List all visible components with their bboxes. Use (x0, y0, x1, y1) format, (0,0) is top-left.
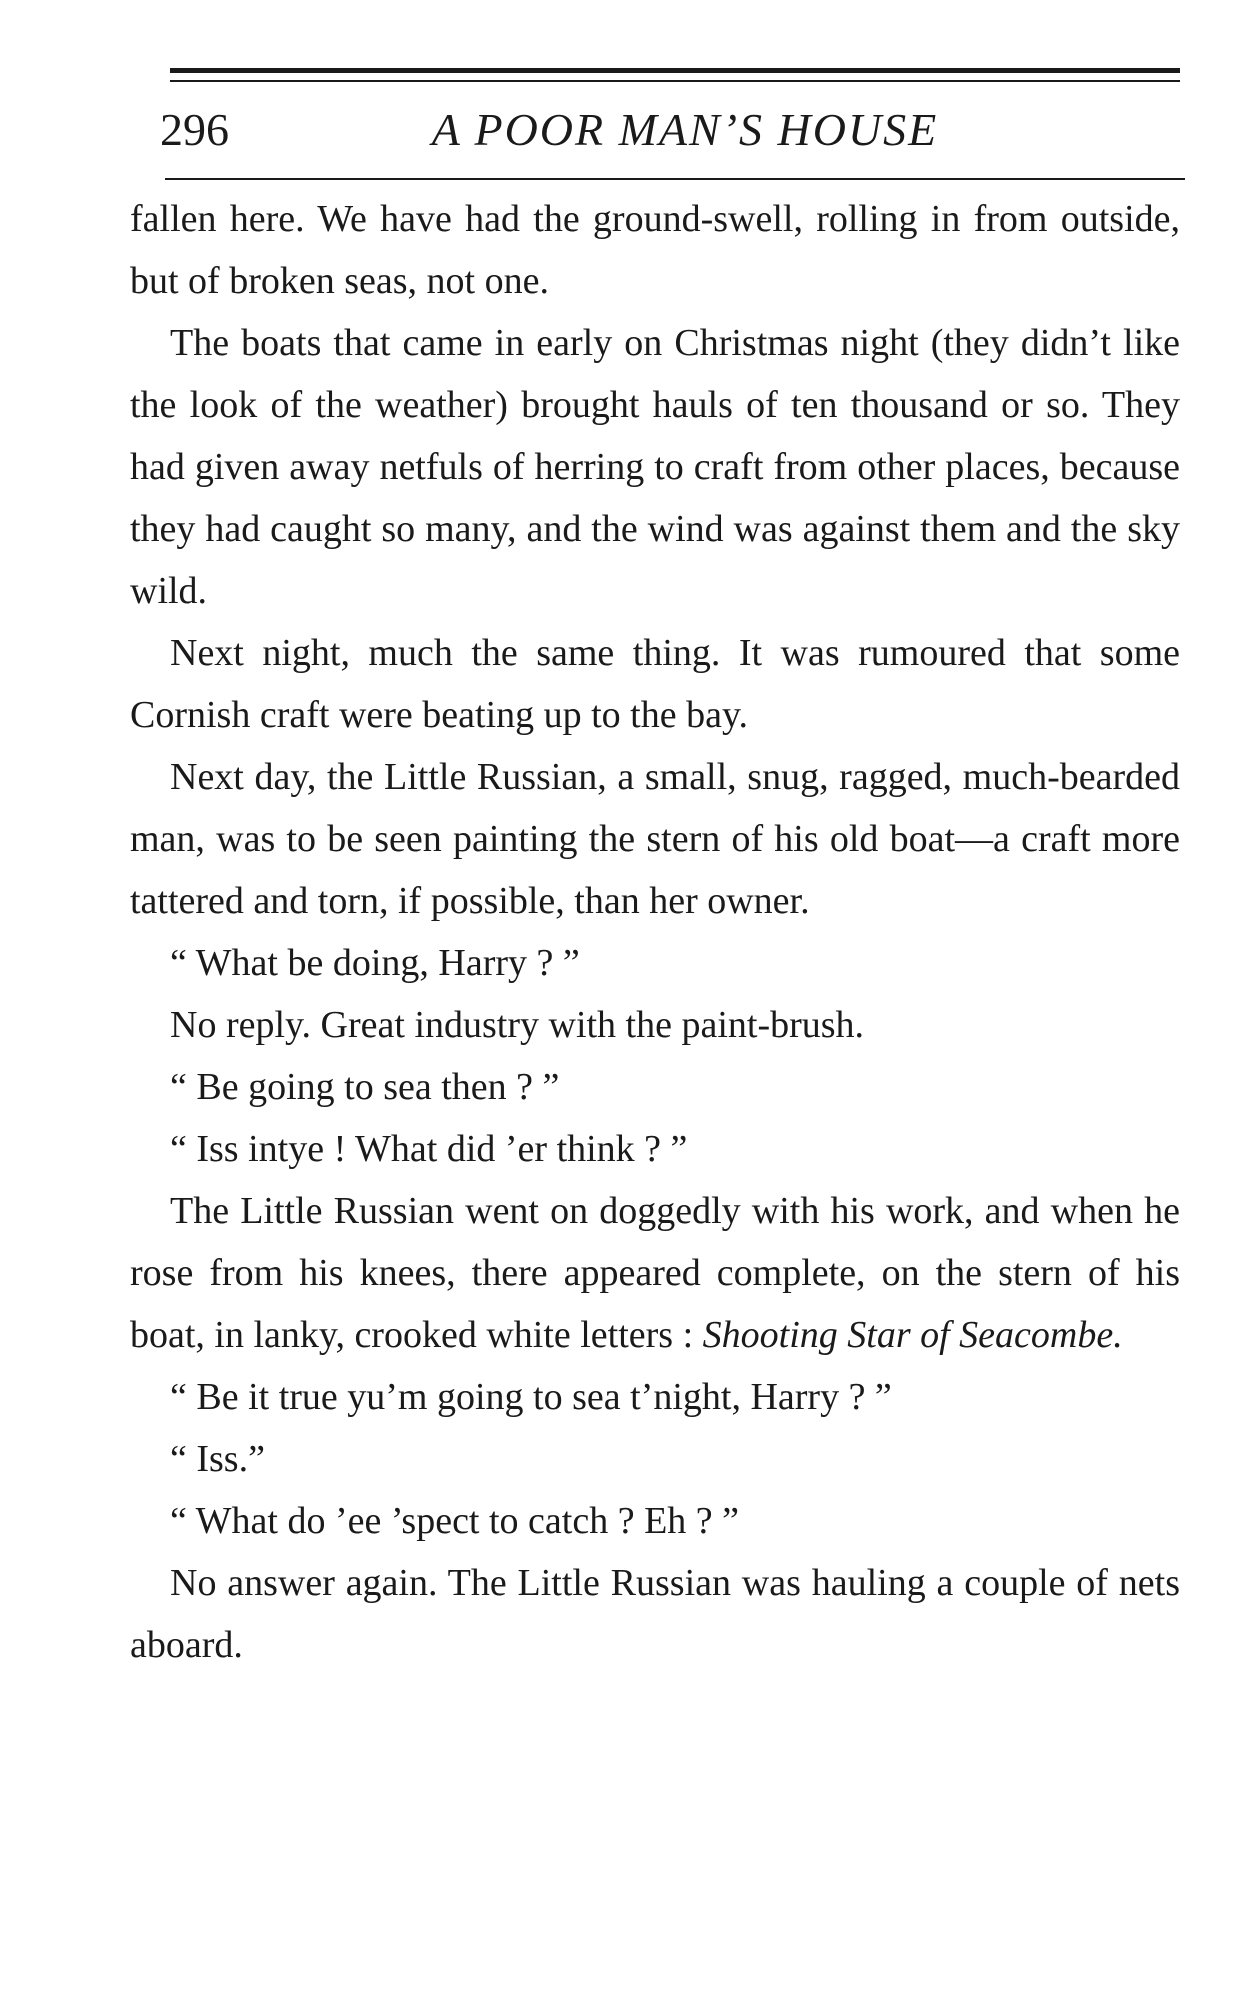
paragraph-1: fallen here. We have had the ground-swell, rolling in from outside, but of broken seas, not one. (130, 198, 1180, 302)
paragraph-3: Next night, much the same thing. It was rumoured that some Cornish craft were beating up to the bay. (130, 632, 1180, 736)
paragraph-6: No reply. Great industry with the paint-brush. (170, 1004, 865, 1046)
body-text (130, 188, 1180, 1676)
paragraph-12: “ What do ’ee ’spect to catch ? Eh ? ” (170, 1500, 740, 1542)
paragraph-9 (130, 1180, 1180, 1366)
boat-name: Shooting Star of Seacombe. (702, 1314, 1123, 1356)
paragraph-11: “ Iss.” (170, 1438, 265, 1480)
page-number: 296 (160, 104, 229, 155)
top-rule-thin (170, 80, 1180, 82)
paragraph-13: No answer again. The Little Russian was hauling a couple of nets aboard. (130, 1562, 1180, 1666)
top-rule-thick (170, 68, 1180, 73)
paragraph-4: Next day, the Little Russian, a small, snug, ragged, much-bearded man, was to be seen painting the stern of his old boat—a craft more tattered and torn, if possible, than her owner. (130, 756, 1180, 922)
running-title: A POOR MAN’S HOUSE (431, 104, 939, 155)
paragraph-9-text: The Little Russian went on doggedly with his work, and when he rose from his knees, there appeared complete, on the stern of his boat, in lanky, crooked white letters : (130, 1190, 1180, 1356)
paragraph-2: The boats that came in early on Christmas night (they didn’t like the look of the weather) brought hauls of ten thousand or so. They had given away netfuls of herring to craft from other places, because they had caught so many, and the wind was against them and the sky wild. (130, 322, 1180, 612)
paragraph-5: “ What be doing, Harry ? ” (170, 942, 580, 984)
header-rule (165, 178, 1185, 180)
paragraph-10: “ Be it true yu’m going to sea t’night, Harry ? ” (170, 1376, 892, 1418)
paragraph-7: “ Be going to sea then ? ” (170, 1066, 560, 1108)
page-header (160, 95, 1190, 170)
paragraph-8: “ Iss intye ! What did ’er think ? ” (170, 1128, 688, 1170)
